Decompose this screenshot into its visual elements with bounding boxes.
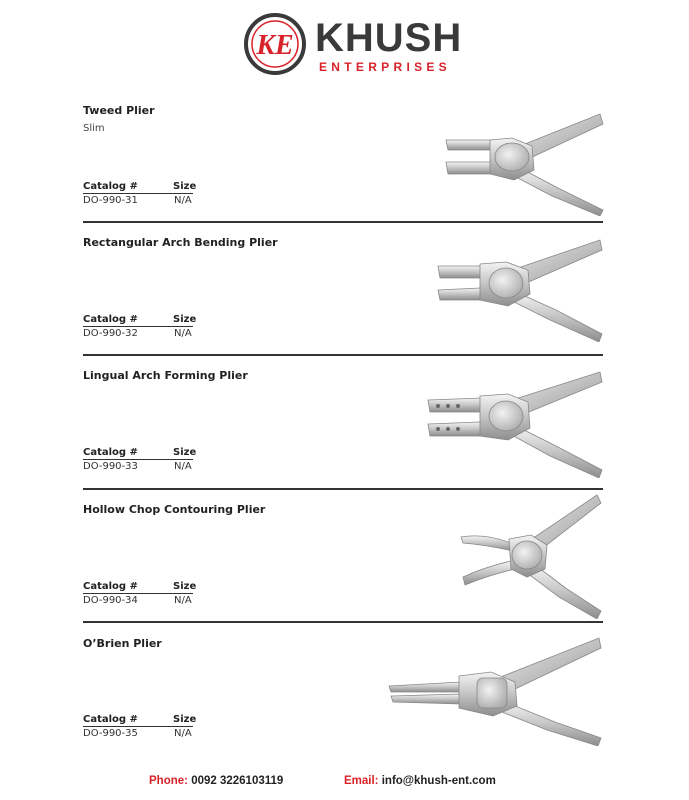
meta-rule bbox=[83, 593, 193, 594]
catalog-header: Catalog # bbox=[83, 181, 138, 192]
email-label: Email: bbox=[344, 775, 379, 787]
size-value: N/A bbox=[174, 328, 192, 339]
catalog-number: DO-990-35 bbox=[83, 728, 138, 739]
meta-rule bbox=[83, 193, 193, 194]
brand-name: KHUSH bbox=[315, 16, 463, 60]
meta-rule bbox=[83, 459, 193, 460]
phone-label: Phone: bbox=[149, 775, 188, 787]
size-header: Size bbox=[173, 447, 197, 458]
footer-phone bbox=[149, 775, 283, 787]
size-header: Size bbox=[173, 181, 197, 192]
meta-rule bbox=[83, 326, 193, 327]
size-header: Size bbox=[173, 714, 197, 725]
catalog-header: Catalog # bbox=[83, 314, 138, 325]
product-subtitle: Slim bbox=[83, 123, 105, 134]
size-value: N/A bbox=[174, 195, 192, 206]
footer-email bbox=[344, 775, 496, 787]
email-address[interactable]: info@khush-ent.com bbox=[381, 775, 496, 787]
product-title: Lingual Arch Forming Plier bbox=[83, 369, 248, 382]
catalog-number: DO-990-33 bbox=[83, 461, 138, 472]
section-divider bbox=[83, 354, 603, 356]
product-title: Hollow Chop Contouring Plier bbox=[83, 503, 266, 516]
hollow-chop-contouring-plier-icon bbox=[455, 493, 605, 619]
catalog-number: DO-990-31 bbox=[83, 195, 138, 206]
brand-tagline: ENTERPRISES bbox=[319, 60, 451, 74]
size-header: Size bbox=[173, 581, 197, 592]
product-title: Tweed Plier bbox=[83, 104, 155, 117]
size-header: Size bbox=[173, 314, 197, 325]
product-title: O’Brien Plier bbox=[83, 637, 162, 650]
catalog-header: Catalog # bbox=[83, 447, 138, 458]
ke-logo-icon bbox=[243, 12, 307, 76]
obrien-plier-icon bbox=[385, 636, 605, 746]
section-divider bbox=[83, 621, 603, 623]
catalog-header: Catalog # bbox=[83, 581, 138, 592]
catalog-number: DO-990-32 bbox=[83, 328, 138, 339]
size-value: N/A bbox=[174, 595, 192, 606]
phone-number[interactable]: 0092 3226103119 bbox=[191, 775, 284, 787]
catalog-number: DO-990-34 bbox=[83, 595, 138, 606]
product-title: Rectangular Arch Bending Plier bbox=[83, 236, 278, 249]
catalog-header: Catalog # bbox=[83, 714, 138, 725]
svg-text:KE: KE bbox=[256, 30, 294, 61]
meta-rule bbox=[83, 726, 193, 727]
tweed-plier-icon bbox=[440, 110, 605, 216]
brand-logo bbox=[243, 12, 463, 78]
rectangular-arch-bending-plier-icon bbox=[432, 236, 605, 342]
size-value: N/A bbox=[174, 728, 192, 739]
lingual-arch-forming-plier-icon bbox=[420, 370, 605, 478]
section-divider bbox=[83, 221, 603, 223]
size-value: N/A bbox=[174, 461, 192, 472]
section-divider bbox=[83, 488, 603, 490]
